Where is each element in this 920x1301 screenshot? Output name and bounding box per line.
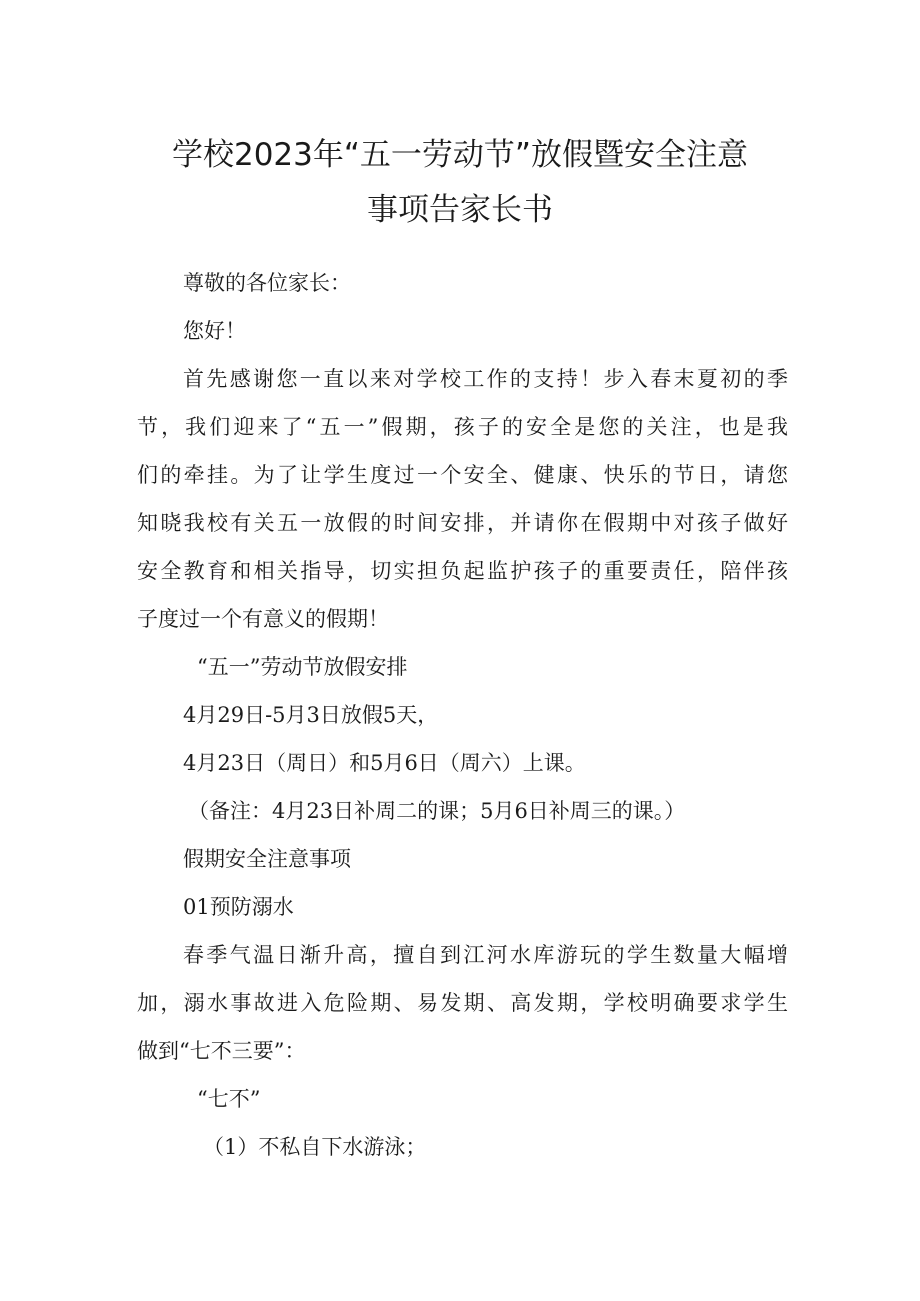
drowning-line: 做到“七不三要”：	[137, 1039, 306, 1063]
intro-line: 们的牵挂。为了让学生度过一个安全、健康、快乐的节日，请您	[137, 463, 788, 487]
greeting: 尊敬的各位家长：	[183, 271, 351, 295]
document-title-line-2: 事项告家长书	[367, 192, 553, 228]
rule-item: （1）不私自下水游泳；	[203, 1135, 427, 1159]
schedule-line: 4月29日-5月3日放假5天，	[183, 703, 439, 727]
schedule-heading: “五一”劳动节放假安排	[197, 655, 408, 679]
intro-line: 安全教育和相关指导，切实担负起监护孩子的重要责任，陪伴孩	[137, 559, 788, 583]
intro-line: 子度过一个有意义的假期！	[137, 607, 389, 631]
schedule-note: （备注：4月23日补周二的课；5月6日补周三的课。）	[188, 799, 686, 823]
schedule-line: 4月23日（周日）和5月6日（周六）上课。	[183, 751, 586, 775]
intro-line: 节，我们迎来了“五一”假期，孩子的安全是您的关注，也是我	[137, 415, 788, 439]
safety-heading: 假期安全注意事项	[183, 847, 351, 871]
section-heading: 01预防溺水	[183, 895, 294, 919]
hello-line: 您好！	[183, 319, 246, 343]
document-title-line-1: 学校2023年“五一劳动节”放假暨安全注意	[171, 137, 748, 173]
intro-line: 知晓我校有关五一放假的时间安排，并请你在假期中对孩子做好	[137, 511, 788, 535]
intro-line: 首先感谢您一直以来对学校工作的支持！步入春末夏初的季	[183, 367, 788, 391]
seven-no-heading: “七不”	[197, 1087, 261, 1111]
drowning-line: 春季气温日渐升高，擅自到江河水库游玩的学生数量大幅增	[183, 943, 788, 967]
drowning-line: 加，溺水事故进入危险期、易发期、高发期，学校明确要求学生	[137, 991, 788, 1015]
